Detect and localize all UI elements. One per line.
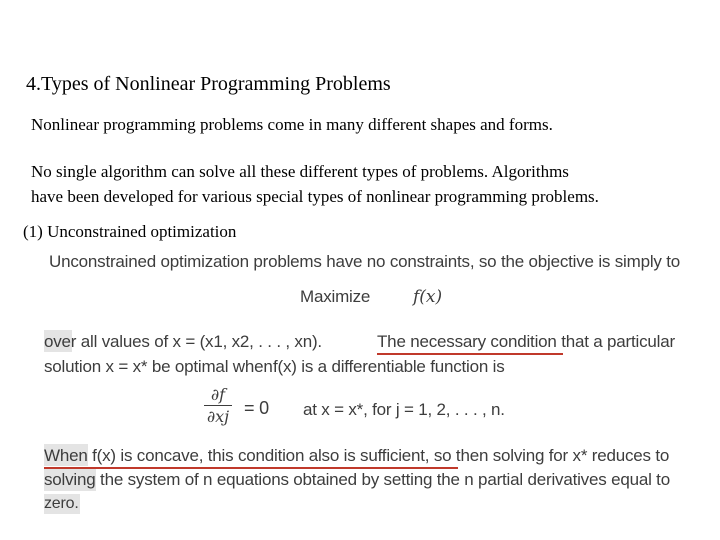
excerpt-line: f(x) is a differentiable function is	[273, 357, 505, 376]
derivative-numerator: ∂f	[210, 385, 226, 404]
equals-zero: = 0	[244, 398, 269, 418]
excerpt-line: When f(x) is concave, this condition also is sufficient, so then solving for x* reduces to	[44, 446, 670, 465]
partial-derivative	[202, 385, 234, 428]
paragraph-line: have been developed for various special types of nonlinear programming problems.	[31, 187, 599, 206]
derivative-denominator: ∂xj	[206, 407, 230, 426]
slide-title: 4.Types of Nonlinear Programming Problems	[26, 73, 391, 95]
red-underline	[377, 353, 563, 355]
excerpt-line: solving the system of n equations obtained by setting the n partial derivatives equal to	[44, 470, 670, 489]
section-heading: (1) Unconstrained optimization	[23, 222, 237, 241]
objective-function: f(x)	[413, 287, 443, 307]
excerpt-line: over all values of x = (x1, x2, . . . , xn).	[44, 332, 322, 351]
red-underline	[44, 467, 458, 469]
maximize-label: Maximize	[300, 287, 371, 306]
condition-clause: at x = x*, for j = 1, 2, . . . , n.	[303, 400, 505, 419]
excerpt-line: solution x = x* be optimal when	[44, 357, 273, 376]
excerpt-line: zero.	[44, 495, 79, 512]
paragraph-line: No single algorithm can solve all these different types of problems. Algorithms	[31, 162, 569, 181]
intro-text: Nonlinear programming problems come in many different shapes and forms.	[31, 115, 553, 134]
excerpt-line: Unconstrained optimization problems have no constraints, so the objective is simply to	[49, 252, 681, 271]
excerpt-line: The necessary condition that a particular	[377, 332, 675, 351]
